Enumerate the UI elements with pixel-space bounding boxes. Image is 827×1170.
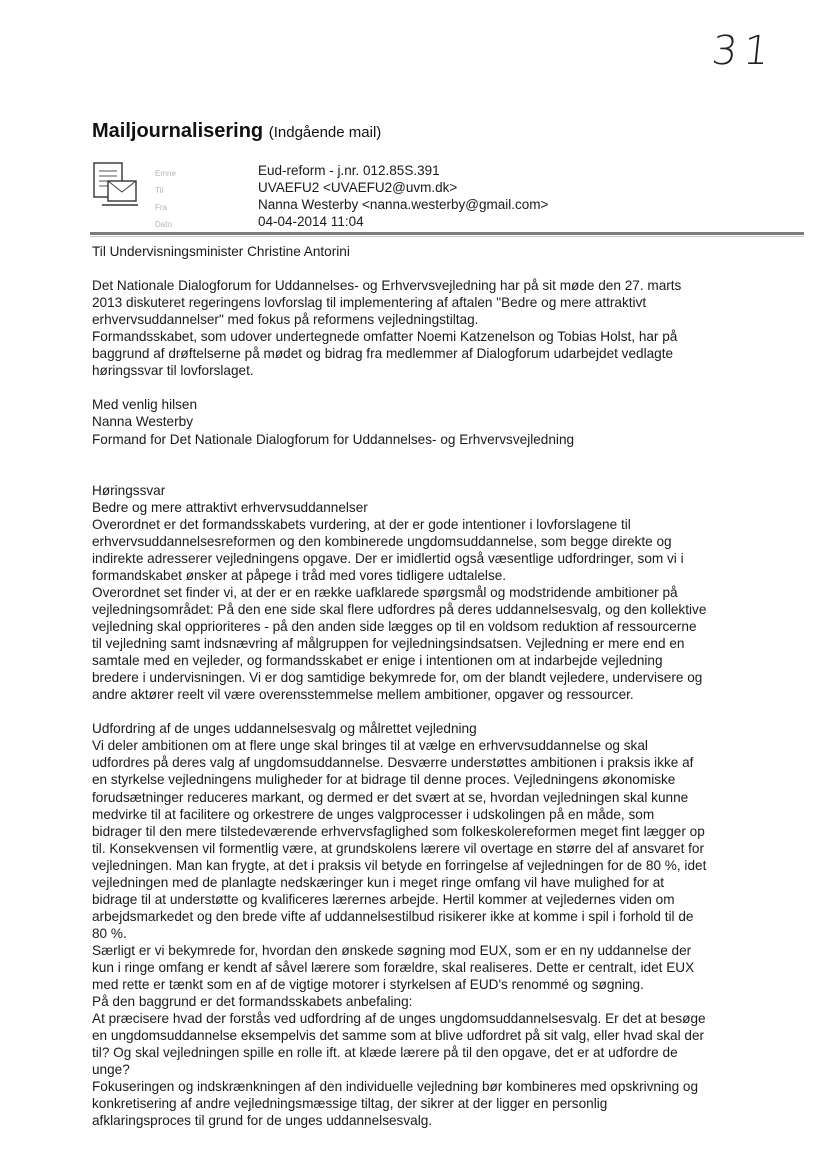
body-line: konkretisering af andre vejledningsmæssige tiltag, der sikrer at der ligger en personlig — [92, 1096, 608, 1112]
blank-line — [92, 703, 808, 720]
body-line: indirekte adresserer vejledningens opgave. Der er imidlertid også væsentlige udfordringer, som vi i — [92, 550, 684, 566]
body-line: arbejdsmarkedet og den brede vifte af uddannelsestilbud risikerer ikke at komme i spil i forhold til de — [92, 908, 694, 924]
title-text: Mailjournalisering — [92, 120, 264, 142]
body-line: baggrund af drøftelserne på mødet og bidrag fra medlemmer af Dialogforum udarbejdet vedlagte — [92, 346, 674, 362]
from-label: Fra — [155, 203, 167, 212]
body-line: vejledningen med de planlagte nedskæringer kun i meget ringe omfang vil have mulighed for at — [92, 874, 665, 890]
body-line: vejledningsområdet: På den ene side skal flere udfordres på deres uddannelsesvalg, og den kollektive — [92, 601, 707, 617]
body-line: Med venlig hilsen — [92, 397, 198, 413]
header-fields — [258, 162, 548, 230]
body-line: samtale med en vejleder, og formandsskabet er enige i intentionen om at indarbejde vejledning — [92, 653, 663, 669]
subject-label: Emne — [155, 169, 176, 178]
body-line: Nanna Westerby — [92, 414, 193, 430]
body-line: udfordres på deres valg af ungdomsuddannelse. Desværre understøttes ambitionen i praksis ikke af — [92, 755, 694, 771]
body-line: en styrkelse vejledningens muligheder for at bidrage til denne proces. Vejledningens økonomiske — [92, 772, 676, 788]
body-line: 2013 diskuteret regeringens lovforslag til implementering af aftalen "Bedre og mere attraktivt — [92, 295, 647, 311]
date-value: 04-04-2014 11:04 — [258, 214, 364, 229]
mail-body — [92, 243, 808, 1129]
header-divider-shadow — [90, 236, 804, 237]
page-title — [92, 120, 381, 143]
body-line: til. Konsekvensen vil formentlig være, at grundskolens lærere vil overtage en større del af ansvaret for — [92, 840, 704, 856]
body-line: Særligt er vi bekymrede for, hvordan den ønskede søgning mod EUX, som er en ny uddannelse der — [92, 942, 692, 958]
body-line: Høringssvar — [92, 482, 166, 498]
body-line: vejledningen. Man kan frygte, at det i praksis vil betyde en forringelse af vejledningen for de 80 %, idet — [92, 857, 707, 873]
body-line: Formandsskabet, som udover undertegnede omfatter Noemi Katzenelson og Tobias Holst, har på — [92, 329, 678, 345]
body-line: Bedre og mere attraktivt erhvervsuddannelser — [92, 499, 368, 515]
body-line: forudsætninger reduceres markant, og dermed er det svært at se, hvordan vejledningen skal kunne — [92, 789, 689, 805]
body-line: bidrage til at understøtte og kvalificeres lærernes arbejde. Hertil kommer at vejledernes viden om — [92, 891, 675, 907]
body-line: På den baggrund er det formandsskabets anbefaling: — [92, 994, 413, 1010]
body-line: med rette er tænkt som en af de vigtige motorer i styrkelsen af EUD's renommé og søgning. — [92, 977, 644, 993]
mail-document-icon — [92, 161, 142, 209]
body-line: Det Nationale Dialogforum for Uddannelses- og Erhvervsvejledning har på sit møde den 27. marts — [92, 278, 682, 294]
from-value: Nanna Westerby <nanna.westerby@gmail.com> — [258, 197, 549, 212]
body-line: erhvervsuddannelser" med fokus på reformens vejledningstiltag. — [92, 312, 479, 328]
body-line: Udfordring af de unges uddannelsesvalg og målrettet vejledning — [92, 721, 477, 737]
to-value: UVAEFU2 <UVAEFU2@uvm.dk> — [258, 180, 458, 195]
blank-line — [92, 448, 808, 465]
body-line: Vi deler ambitionen om at flere unge skal bringes til at vælge en erhvervsuddannelse og skal — [92, 738, 648, 754]
body-line: Fokuseringen og indskrænkningen af den individuelle vejledning bør kombineres med opskrivning og — [92, 1079, 699, 1095]
handwritten-page-number: 31 — [709, 28, 778, 74]
body-line: vejledning skal opprioriteres - på den anden side lægges op til en voldsom reduktion af ressourcerne — [92, 619, 697, 635]
header-field-labels — [155, 165, 215, 233]
body-line: Overordnet set finder vi, at der er en række uafklarede spørgsmål og modstridende ambitioner på — [92, 584, 678, 600]
body-line: til? Og skal vejledningen spille en rolle ift. at klæde lærere på til den opgave, det er at udfordre de — [92, 1045, 678, 1061]
body-line: Overordnet er det formandsskabets vurdering, at der er gode intentioner i lovforslagene til — [92, 516, 631, 532]
body-line: medvirke til at facilitere og orkestrere de unges valgprocesser i udskolingen på en måde, som — [92, 806, 655, 822]
body-line: 80 %. — [92, 925, 127, 941]
body-line: til vejledning samt indsnævring af målgruppen for vejledningsindsatsen. Vejledning er mere end en — [92, 636, 685, 652]
body-line: Til Undervisningsminister Christine Antorini — [92, 244, 350, 259]
blank-line — [92, 379, 808, 396]
to-label: Til — [155, 186, 164, 195]
title-subtitle: (Indgående mail) — [268, 124, 382, 141]
body-line: erhvervsuddannelsesreformen og den kombinerede ungdomsuddannelse, som begge direkte og — [92, 533, 672, 549]
subject-value: Eud-reform - j.nr. 012.85S.391 — [258, 163, 440, 178]
body-line: andre aktører reelt vil være overensstemmelse mellem ambitioner, opgaver og ressourcer. — [92, 687, 634, 703]
header-divider — [90, 232, 804, 235]
body-line: Formand for Det Nationale Dialogforum for Uddannelses- og Erhvervsvejledning — [92, 431, 575, 447]
blank-line — [92, 260, 808, 277]
body-line: kun i ringe omfang er kendt af såvel lærere som forældre, skal realiseres. Dette er centralt, idet EUX — [92, 959, 695, 975]
date-label: Dato — [155, 220, 172, 229]
body-line: bredere i undervisningen. Vi er dog samtidige bekymrede for, om der blandt vejledere, undervisere og — [92, 670, 703, 686]
body-line: afklaringsproces til grund for de unges uddannelsesvalg. — [92, 1113, 433, 1129]
body-line: en ungdomsuddannelse eksempelvis det samme som at blive udfordret på sit valg, eller hvad skal der — [92, 1028, 705, 1044]
body-line: bidrager til den mere tilstedeværende erhvervsfaglighed som folkeskolereformen meget fint lægger op — [92, 823, 705, 839]
body-line: høringssvar til lovforslaget. — [92, 363, 254, 379]
body-line: At præcisere hvad der forstås ved udfordring af de unges ungdomsuddannelsesvalg. Er det at besøge — [92, 1011, 706, 1027]
body-line: unge? — [92, 1062, 130, 1078]
blank-line — [92, 465, 808, 482]
body-line: formandskabet ønsker at påpege i tråd med vores tidligere udtalelse. — [92, 567, 507, 583]
